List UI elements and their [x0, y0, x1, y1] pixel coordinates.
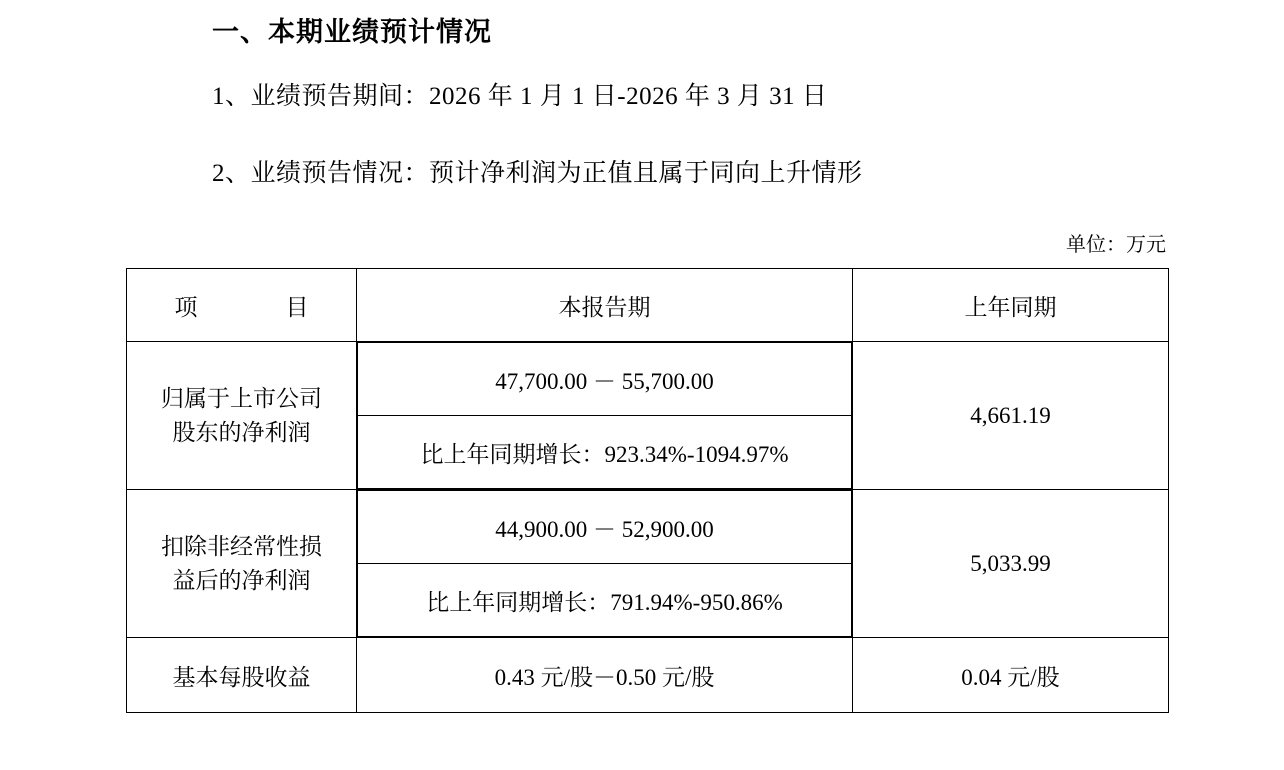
header-prior-period: 上年同期 [853, 269, 1169, 342]
row-label-non-recurring-net-profit [127, 490, 357, 638]
row-label-line1: 扣除非经常性损 [161, 534, 322, 560]
header-current-period: 本报告期 [357, 269, 853, 342]
value-prior-eps: 0.04 元/股 [853, 638, 1169, 713]
table-header-row [127, 269, 1169, 342]
value-prior-non-recurring: 5,033.99 [853, 490, 1169, 638]
value-non-recurring-range: 44,900.00 － 52,900.00 [358, 491, 852, 564]
forecast-status-line: 2、业绩预告情况：预计净利润为正值且属于同向上升情形 [212, 160, 863, 187]
value-net-profit-growth: 比上年同期增长：923.34%-1094.97% [358, 416, 852, 489]
row-label-line2: 股东的净利润 [172, 419, 311, 445]
row-label-line2: 益后的净利润 [172, 567, 311, 593]
cell-current-net-profit [357, 342, 853, 490]
table-row [127, 638, 1169, 713]
value-non-recurring-growth: 比上年同期增长：791.94%-950.86% [358, 564, 852, 637]
value-eps-range: 0.43 元/股－0.50 元/股 [357, 638, 853, 713]
value-net-profit-range: 47,700.00 － 55,700.00 [358, 343, 852, 416]
table-row [127, 490, 1169, 638]
financial-forecast-table [126, 268, 1169, 713]
row-label-eps: 基本每股收益 [127, 638, 357, 713]
table-row [127, 342, 1169, 490]
value-prior-net-profit: 4,661.19 [853, 342, 1169, 490]
cell-current-non-recurring [357, 490, 853, 638]
row-label-net-profit [127, 342, 357, 490]
section-heading: 一、本期业绩预计情况 [212, 17, 492, 47]
unit-note: 单位：万元 [1066, 234, 1166, 256]
header-item: 项 目 [127, 269, 357, 342]
forecast-period-line: 1、业绩预告期间：2026 年 1 月 1 日-2026 年 3 月 31 日 [212, 83, 828, 110]
row-label-line1: 归属于上市公司 [161, 386, 322, 412]
